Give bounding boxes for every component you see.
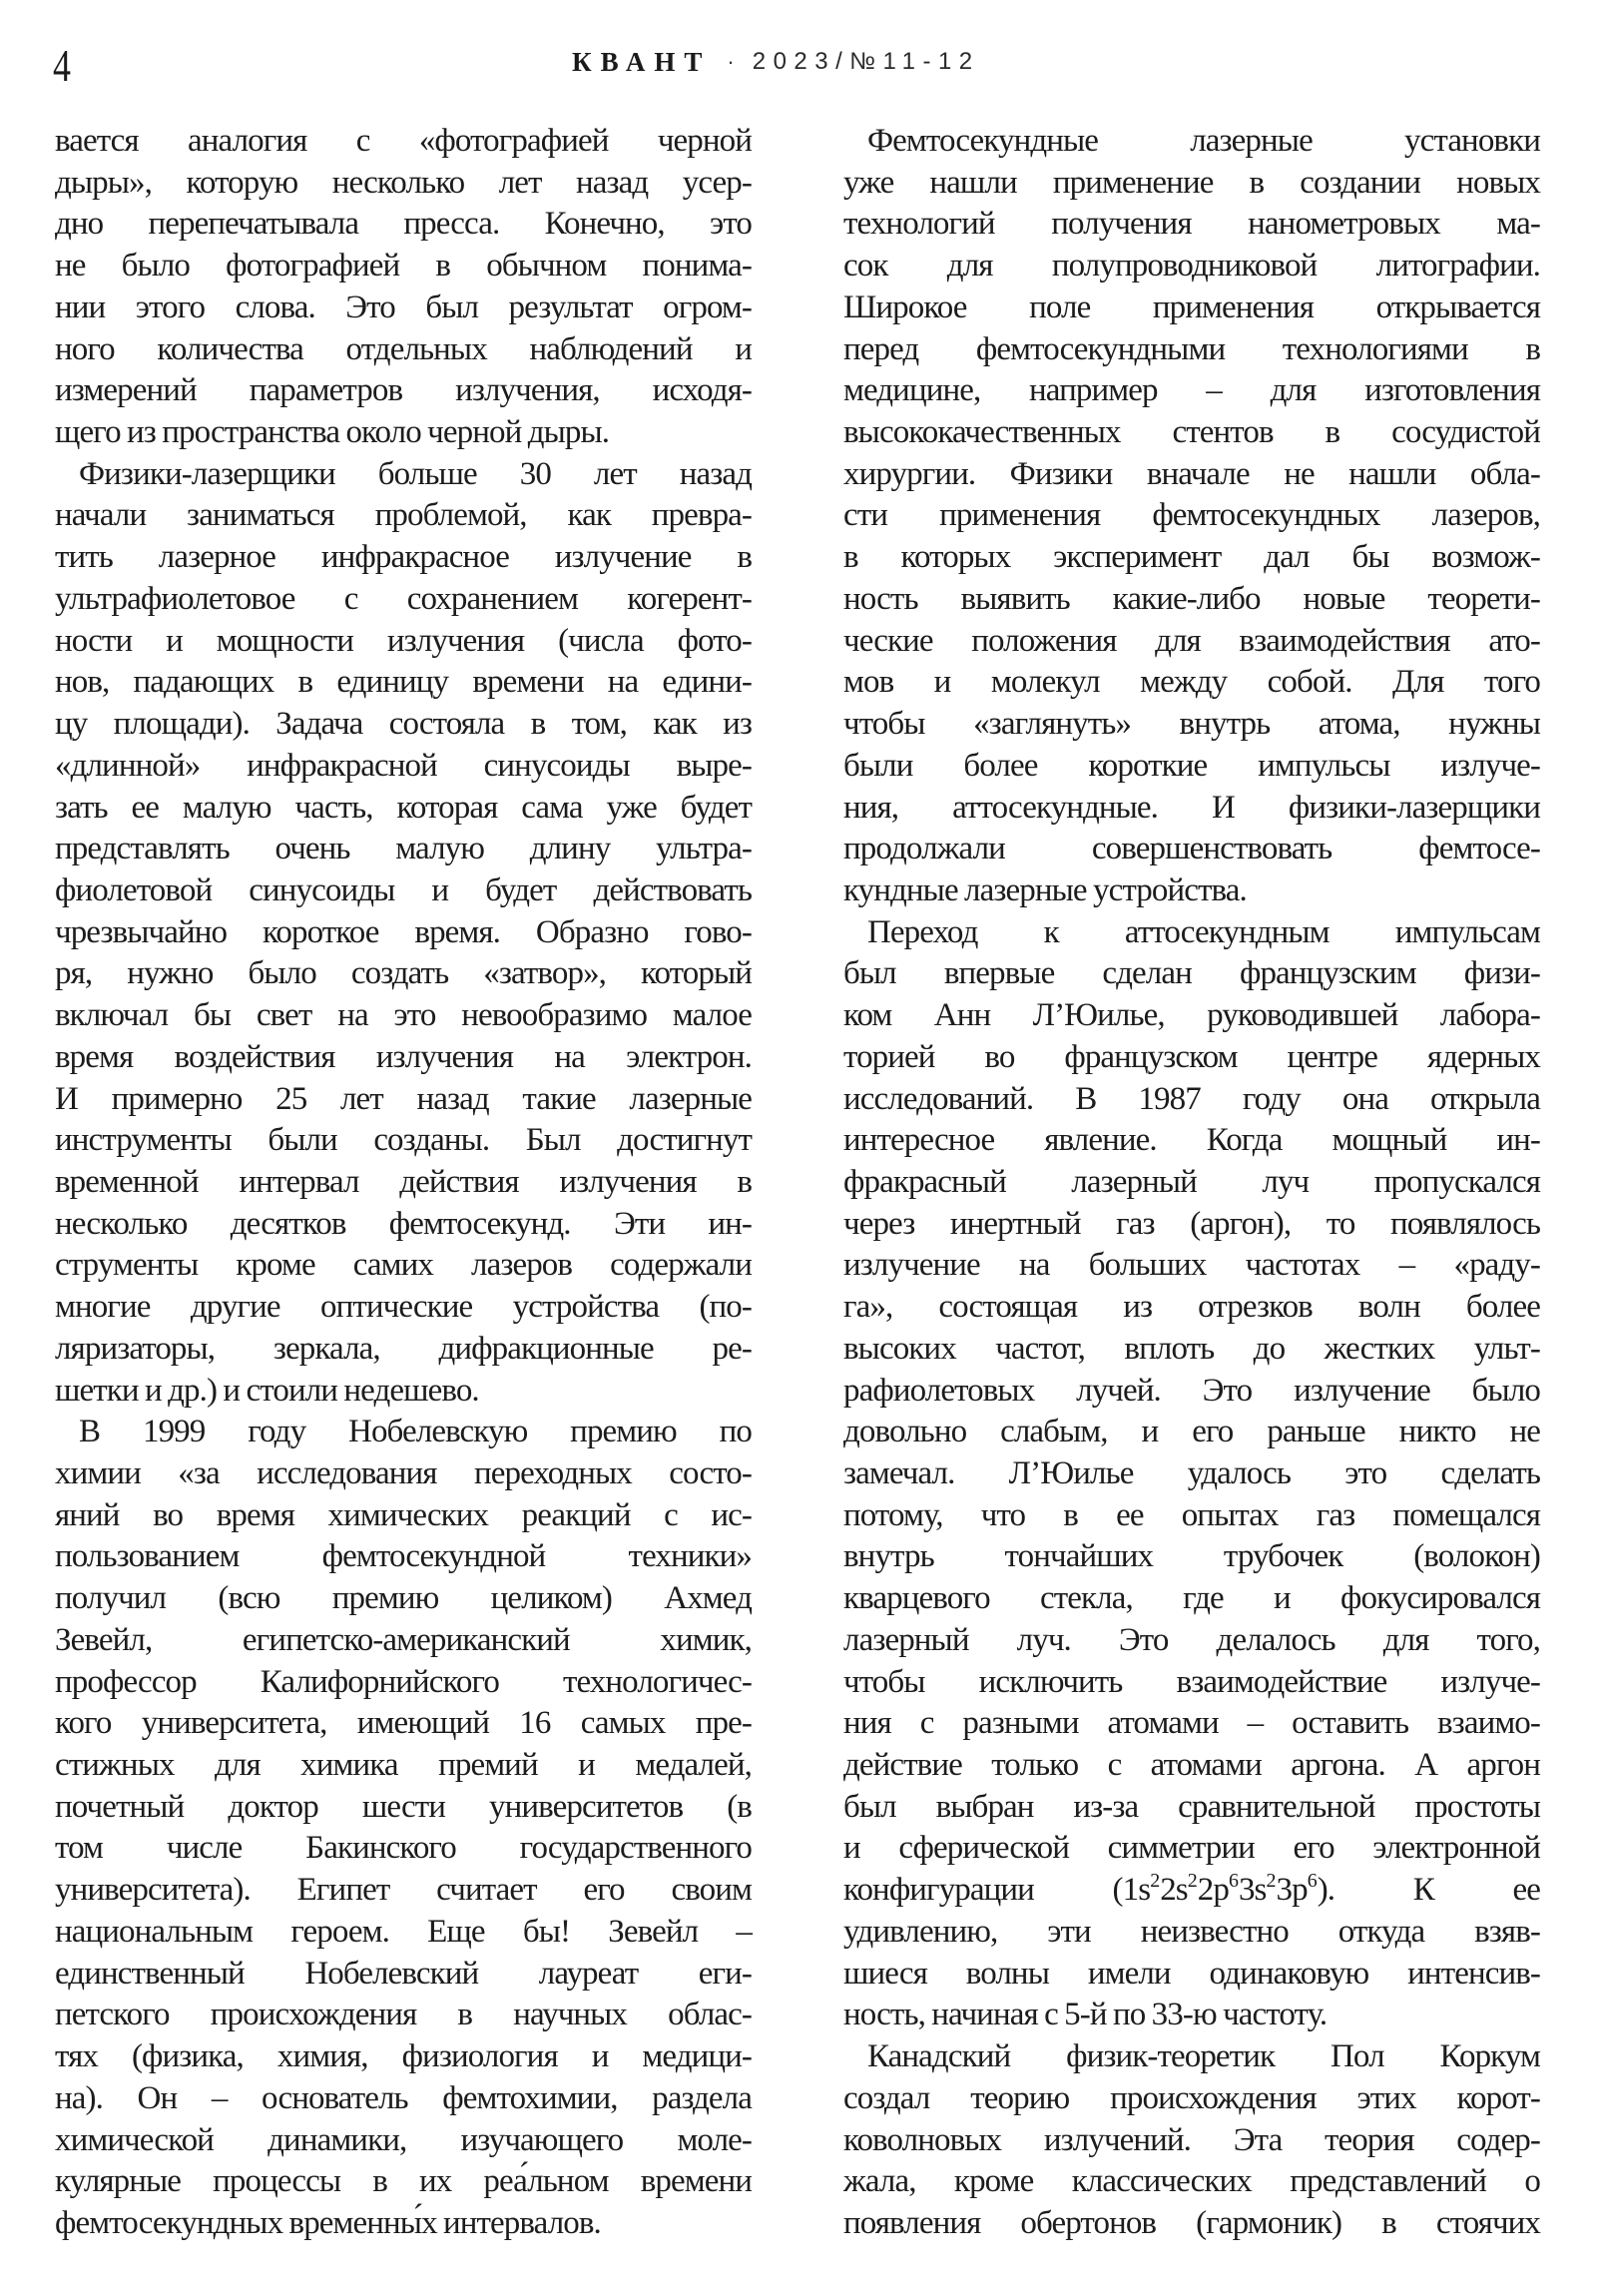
text-line: И примерно 25 лет назад такие лазерные: [55, 1080, 752, 1117]
text-line: ультрафиолетовое с сохранением когерент-: [55, 580, 752, 617]
text-line: появления обертонов (гармоник) в стоячих: [843, 2204, 1540, 2241]
text-line: был выбран из-за сравнительной простоты: [843, 1788, 1540, 1825]
text-line: удивлению, эти неизвестно откуда взяв-: [843, 1913, 1540, 1950]
text-line: перед фемтосекундными технологиями в: [843, 330, 1540, 367]
text-line: довольно слабым, и его раньше никто не: [843, 1414, 1540, 1450]
text-line: высококачественных стентов в сосудистой: [843, 414, 1540, 451]
text-line: яний во время химических реакций с ис-: [55, 1496, 752, 1533]
paragraph-first-line: Переход к аттосекундным импульсам: [867, 913, 1540, 950]
text-line: фракрасный лазерный луч пропускался: [843, 1163, 1540, 1200]
text-line: фиолетовой синусоиды и будет действовать: [55, 871, 752, 908]
text-line: том числе Бакинского государственного: [55, 1830, 752, 1867]
text-line: ря, нужно было создать «затвор», который: [55, 955, 752, 992]
text-line: тить лазерное инфракрасное излучение в: [55, 539, 752, 576]
text-line: чтобы «заглянуть» внутрь атома, нужны: [843, 706, 1540, 743]
text-line: дно перепечатывала пресса. Конечно, это: [55, 206, 752, 243]
text-line: мов и молекул между собой. Для того: [843, 664, 1540, 701]
text-line: «длинной» инфракрасной синусоиды выре-: [55, 747, 752, 784]
text-line: га», состоящая из отрезков волн более: [843, 1289, 1540, 1326]
text-line: действие только с атомами аргона. А аргон: [843, 1747, 1540, 1784]
text-line: излучение на больших частотах – «раду-: [843, 1247, 1540, 1284]
text-line: Зевейл, египетско-американский химик,: [55, 1621, 752, 1658]
paragraph-first-line: Фемтосекундные лазерные установки: [867, 123, 1540, 159]
superscript: 2: [1150, 1870, 1161, 1893]
text-segment: 3p: [1276, 1872, 1308, 1909]
superscript: 6: [1307, 1870, 1318, 1893]
text-column-left: [55, 121, 752, 2245]
text-line: исследований. В 1987 году она открыла: [843, 1080, 1540, 1117]
text-line: шетки и др.) и стоили недешево.: [55, 1372, 479, 1409]
text-line: рафиолетовых лучей. Это излучение было: [843, 1372, 1540, 1409]
text-line: единственный Нобелевский лауреат еги-: [55, 1955, 752, 1992]
text-line: коволновых излучений. Эта теория содер-: [843, 2121, 1540, 2158]
text-line: создал теорию происхождения этих корот-: [843, 2079, 1540, 2116]
text-line: временной интервал действия излучения в: [55, 1163, 752, 1200]
text-line: почетный доктор шести университетов (в: [55, 1788, 752, 1825]
text-line: несколько десятков фемтосекунд. Эти ин-: [55, 1205, 752, 1242]
text-line: высоких частот, вплоть до жестких ульт-: [843, 1330, 1540, 1367]
page-number: 4: [53, 40, 71, 91]
text-line: шиеся волны имели одинаковую интенсив-: [843, 1955, 1540, 1992]
text-line: был впервые сделан французским физи-: [843, 955, 1540, 992]
text-line: профессор Калифорнийского технологичес-: [55, 1663, 752, 1700]
text-line: на). Он – основатель фемтохимии, раздела: [55, 2079, 752, 2116]
text-line: включал бы свет на это невообразимо малое: [55, 997, 752, 1034]
text-line: ческие положения для взаимодействия ато-: [843, 622, 1540, 659]
issue-number: 2023/№11-12: [752, 48, 980, 75]
text-line: химической динамики, изучающего моле-: [55, 2121, 752, 2158]
text-line: кварцевого стекла, где и фокусировался: [843, 1580, 1540, 1617]
superscript: 2: [1187, 1870, 1198, 1893]
text-line: лазерный луч. Это делалось для того,: [843, 1621, 1540, 1658]
text-line: струменты кроме самих лазеров содержали: [55, 1247, 752, 1284]
text-line: измерений параметров излучения, исходя-: [55, 372, 752, 409]
text-line: ния, аттосекундные. И физики-лазерщики: [843, 789, 1540, 826]
text-segment: ). К ее: [1317, 1872, 1540, 1909]
text-line: ного количества отдельных наблюдений и: [55, 330, 752, 367]
text-line: ности и мощности излучения (числа фото-: [55, 622, 752, 659]
text-line: получил (всю премию целиком) Ахмед: [55, 1580, 752, 1617]
text-line: замечал. Л’Юилье удалось это сделать: [843, 1455, 1540, 1491]
text-line: нов, падающих в единицу времени на едини-: [55, 664, 752, 701]
text-line: дыры», которую несколько лет назад усер-: [55, 164, 752, 201]
text-line: инструменты были созданы. Был достигнут: [55, 1122, 752, 1159]
text-line: кулярные процессы в их реа́льном времени: [55, 2163, 752, 2200]
text-line: ность, начиная с 5-й по 33-ю частоту.: [843, 1997, 1328, 2033]
text-line: кого университета, имеющий 16 самых пре-: [55, 1705, 752, 1742]
text-line: торией во французском центре ядерных: [843, 1038, 1540, 1075]
text-line: через инертный газ (аргон), то появлялось: [843, 1205, 1540, 1242]
text-line: университета). Египет считает его своим: [55, 1872, 752, 1909]
text-line: жала, кроме классических представлений о: [843, 2163, 1540, 2200]
text-line: были более короткие импульсы излуче-: [843, 747, 1540, 784]
text-line: потому, что в ее опытах газ помещался: [843, 1496, 1540, 1533]
text-line: вается аналогия с «фотографией черной: [55, 123, 752, 159]
text-line: фемтосекундных временны́х интервалов.: [55, 2204, 601, 2241]
text-line: многие другие оптические устройства (по-: [55, 1289, 752, 1326]
text-line: продолжали совершенствовать фемтосе-: [843, 831, 1540, 867]
text-line: зать ее малую часть, которая сама уже будет: [55, 789, 752, 826]
text-line: технологий получения нанометровых ма-: [843, 206, 1540, 243]
paragraph-first-line: Канадский физик-теоретик Пол Коркум: [867, 2038, 1540, 2075]
text-line: медицине, например – для изготовления: [843, 372, 1540, 409]
text-line: петского происхождения в научных облас-: [55, 1997, 752, 2033]
text-segment: 3s: [1238, 1872, 1267, 1909]
paragraph-first-line: В 1999 году Нобелевскую премию по: [79, 1414, 752, 1450]
text-line: и сферической симметрии его электронной: [843, 1830, 1540, 1867]
text-line: национальным героем. Еще бы! Зевейл –: [55, 1913, 752, 1950]
text-line: время воздействия излучения на электрон.: [55, 1038, 752, 1075]
text-segment: конфигурации (1s: [843, 1872, 1151, 1909]
header-separator: ·: [727, 49, 735, 74]
superscript: 2: [1266, 1870, 1277, 1893]
text-line: [843, 1870, 1540, 1912]
text-line: нии этого слова. Это был результат огром-: [55, 288, 752, 325]
text-line: ния с разными атомами – оставить взаимо-: [843, 1705, 1540, 1742]
text-line: сти применения фемтосекундных лазеров,: [843, 497, 1540, 534]
text-line: цу площади). Задача состояла в том, как из: [55, 706, 752, 743]
text-line: начали заниматься проблемой, как превра-: [55, 497, 752, 534]
text-line: кундные лазерные устройства.: [843, 871, 1247, 908]
paragraph-first-line: Физики-лазерщики больше 30 лет назад: [79, 455, 752, 492]
text-line: ность выявить какие-либо новые теорети-: [843, 580, 1540, 617]
journal-name: КВАНТ: [572, 46, 712, 77]
text-line: уже нашли применение в создании новых: [843, 164, 1540, 201]
text-line: стижных для химика премий и медалей,: [55, 1747, 752, 1784]
superscript: 6: [1228, 1870, 1239, 1893]
text-segment: 2s: [1160, 1872, 1188, 1909]
text-line: ляризаторы, зеркала, дифракционные ре-: [55, 1330, 752, 1367]
text-line: представлять очень малую длину ультра-: [55, 831, 752, 867]
text-column-right: [843, 121, 1540, 2245]
text-line: пользованием фемтосекундной техники»: [55, 1538, 752, 1575]
text-line: хирургии. Физики вначале не нашли обла-: [843, 455, 1540, 492]
running-head: [572, 47, 980, 77]
text-line: ком Анн Л’Юилье, руководившей лабора-: [843, 997, 1540, 1034]
text-line: химии «за исследования переходных состо-: [55, 1455, 752, 1491]
text-line: не было фотографией в обычном понима-: [55, 248, 752, 285]
text-line: щего из пространства около черной дыры.: [55, 414, 610, 451]
text-line: сок для полупроводниковой литографии.: [843, 248, 1540, 285]
text-line: Широкое поле применения открывается: [843, 288, 1540, 325]
text-line: в которых эксперимент дал бы возмож-: [843, 539, 1540, 576]
text-segment: 2p: [1197, 1872, 1229, 1909]
text-line: интересное явление. Когда мощный ин-: [843, 1122, 1540, 1159]
text-line: внутрь тончайших трубочек (волокон): [843, 1538, 1540, 1575]
text-line: тях (физика, химия, физиология и медици-: [55, 2038, 752, 2075]
text-line: чрезвычайно короткое время. Образно гово-: [55, 913, 752, 950]
text-line: чтобы исключить взаимодействие излуче-: [843, 1663, 1540, 1700]
